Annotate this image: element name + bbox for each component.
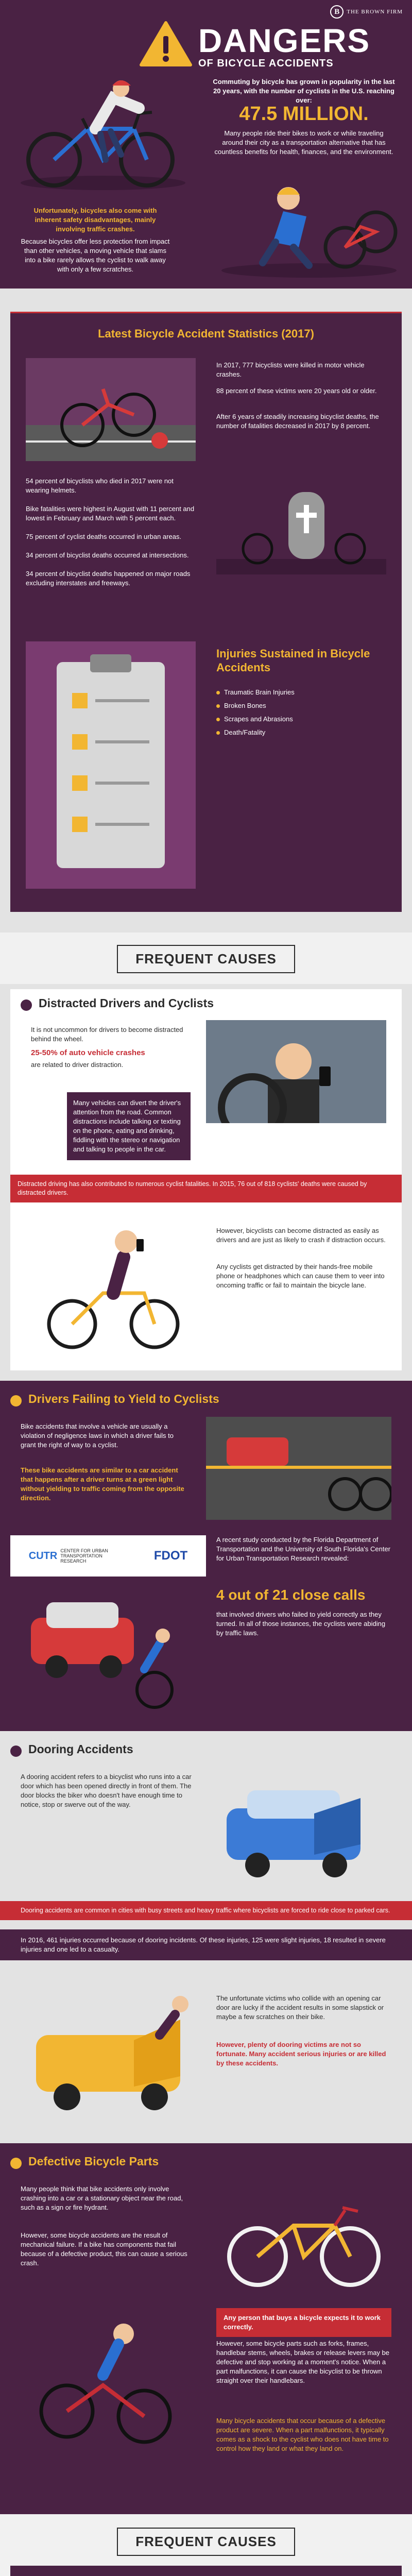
cyclist-illustration [10, 77, 196, 196]
distracted-title: Distracted Drivers and Cyclists [39, 996, 214, 1010]
distracted-p1: It is not uncommon for drivers to become distracted behind the wheel. [31, 1026, 183, 1043]
hero-subtitle: OF BICYCLE ACCIDENTS [198, 58, 334, 69]
stats-title: Latest Bicycle Accident Statistics (2017) [98, 327, 314, 340]
yield-p4: that involved drivers who failed to yield correctly as they turned. In all of those instances, the cyclists were abiding by traffic laws. [216, 1611, 386, 1637]
yield-p3: A recent study conducted by the Florida Department of Transportation and the University of South Florida's Center for Urban Transportation Research revealed: [216, 1536, 390, 1562]
stats-left-list [26, 477, 196, 588]
parts-section [0, 2143, 412, 2514]
injury-item: Scrapes and Abrasions [216, 715, 386, 724]
hero-big-number: 47.5 MILLION. [239, 103, 369, 125]
yield-section [0, 1381, 412, 1731]
hero-paragraph: Many people ride their bikes to work or while traveling around their city as a transportation alternative that has countless benefits for health, finances, and the environment. [214, 129, 393, 156]
injuries-list [216, 688, 386, 737]
parts-p1: Many people think that bike accidents only involve crashing into a car or a stationary object near the road, such as a sign or fire hydrant. [21, 2185, 183, 2211]
safety-section [0, 2514, 412, 2576]
dooring-redbar: Dooring accidents are common in cities with busy streets and heavy traffic where bicyclists are forced to ride close to parked cars. [0, 1901, 412, 1920]
intersection-photo [206, 1417, 391, 1520]
stat-2017-deaths: In 2017, 777 bicyclists were killed in motor vehicle crashes. [216, 361, 365, 378]
car-door-illustration [211, 1767, 397, 1886]
crash-illustration [216, 170, 402, 281]
frequent-causes-banner [0, 933, 412, 984]
memorial-illustration [216, 482, 386, 574]
distracted-redbar: Distracted driving has also contributed to numerous cyclist fatalities. In 2015, 76 out of 818 cyclists' deaths were caused by distracted drivers. [10, 1175, 402, 1202]
injuries-title: Injuries Sustained in Bicycle Accidents [216, 647, 370, 674]
stat-intersections: 34 percent of bicyclist deaths occurred at intersections. [26, 551, 189, 559]
stats-panel [10, 312, 402, 912]
stat-major-roads: 34 percent of bicyclist deaths happened on major roads excluding interstates and freeways. [26, 570, 191, 587]
injury-item: Death/Fatality [216, 728, 386, 737]
fallen-cyclist-illustration [21, 2298, 191, 2452]
warning-triangle-icon [139, 20, 193, 69]
bullet-icon [216, 731, 220, 735]
dooring-p2: The unfortunate victims who collide with an opening car door are lucky if the accident results in some slapstick or maybe a few scratches on their bike. [216, 1994, 384, 2021]
distracted-panel [10, 989, 402, 1370]
injury-item: Traumatic Brain Injuries [216, 688, 386, 697]
brand-name: THE BROWN FIRM [347, 9, 403, 15]
distracted-driver-photo [206, 1020, 386, 1123]
fdot-logo: FDOT [153, 1549, 188, 1563]
frequent-causes-label: FREQUENT CAUSES [117, 945, 295, 973]
parts-p2: However, some bicycle accidents are the result of mechanical failure. If a bike has components that fail because of a defective product, this can cause a serious crash. [21, 2231, 187, 2267]
dooring-stat: In 2016, 461 injuries occurred because of dooring incidents. Of these injuries, 125 were slight injuries, 18 resulted in severe injuries and one led to a casualty. [0, 1929, 412, 1960]
bullet-icon [216, 691, 220, 694]
distracted-stat: 25-50% of auto vehicle crashes [31, 1048, 145, 1057]
brand-logo[interactable] [330, 5, 403, 19]
car-turn-illustration [21, 1587, 196, 1716]
distracted-p4: Any cyclists get distracted by their hands-free mobile phone or headphones which can cause them to veer into oncoming traffic or fail to maintain the bicycle lane. [216, 1263, 385, 1289]
stat-decrease: After 6 years of steadily increasing bicyclist deaths, the number of fatalities decreased in 2017 by 8 percent. [216, 413, 379, 430]
parts-p4: Many bicycle accidents that occur because of a defective product are severe. When a part malfunctions, it typically comes as a shock to the cyclist who does not have time to control how they land or what they land on. [216, 2417, 389, 2452]
broken-bike-illustration [216, 2179, 391, 2293]
parts-callout: Any person that buys a bicycle expects it to work correctly. [216, 2308, 391, 2337]
parts-p3: However, some bicycle parts such as forks, frames, handlebar stems, wheels, brakes or release levers may be defective and stop working at a moment's notice. When a part malfunctions, it can cause the bicyclist to be thrown straight over their handlebars. [216, 2340, 389, 2384]
yield-p1: Bike accidents that involve a vehicle are usually a violation of negligence laws in which a driver fails to grant the right of way to a cyclist. [21, 1422, 174, 1449]
dooring-title: Dooring Accidents [28, 1742, 133, 1756]
hero-warning-text: Unfortunately, bicycles also come with inherent safety disadvantages, mainly involving traffic crashes. [33, 207, 157, 233]
frequent-causes-2-banner [0, 2514, 412, 2556]
hero-impact-text: Because bicycles offer less protection from impact than other vehicles, a moving vehicle that slams into a bike rarely allows the cyclist to walk away with only a few scratches. [21, 238, 170, 273]
dooring-p1: A dooring accident refers to a bicyclist who runs into a car door which has been opened directly in front of them. The door blocks the biker who doesn't have enough time to notice, stop or swerve out of the way. [21, 1773, 192, 1808]
stat-urban: 75 percent of cyclist deaths occurred in urban areas. [26, 533, 182, 540]
hero-intro: Commuting by bicycle has grown in popularity in the last 20 years, with the number of cyclists in the U.S. reaching over: [213, 78, 395, 104]
section-marker-icon [10, 1395, 22, 1406]
bike-crash-photo [26, 358, 196, 461]
stats-section [0, 289, 412, 933]
frequent-causes-2-label: FREQUENT CAUSES [117, 2528, 295, 2556]
yield-title: Drivers Failing to Yield to Cyclists [28, 1392, 219, 1405]
safety-panel [10, 2566, 402, 2576]
phone-cyclist-illustration [26, 1211, 196, 1355]
hero-title: DANGERS [198, 22, 371, 59]
hero-section [0, 0, 412, 289]
dooring-crash-illustration [15, 1973, 201, 2128]
research-logos [10, 1535, 206, 1577]
yield-p2: These bike accidents are similar to a car accident that happens after a driver turns at a green light without yielding to traffic coming from the opposite direction. [21, 1466, 184, 1502]
cutr-logo: CUTR CENTER FOR URBAN TRANSPORTATION RESEARCH [28, 1548, 108, 1564]
brand-logo-mark: B [330, 5, 344, 19]
dooring-section [0, 1731, 412, 2143]
distracted-p3: However, bicyclists can become distracted as easily as drivers and are just as likely to crash if distraction occurs. [216, 1227, 386, 1244]
bullet-icon [216, 718, 220, 721]
parts-title: Defective Bicycle Parts [28, 2155, 159, 2168]
injury-item: Broken Bones [216, 701, 386, 710]
section-marker-icon [10, 1745, 22, 1757]
section-marker-icon [10, 2158, 22, 2169]
yield-big-stat: 4 out of 21 close calls [216, 1587, 366, 1603]
stat-helmet: 54 percent of bicyclists who died in 2017 were not wearing helmets. [26, 477, 174, 494]
distracted-stat-tail: are related to driver distraction. [31, 1061, 124, 1069]
section-marker-icon [21, 999, 32, 1011]
stat-month: Bike fatalities were highest in August with 11 percent and lowest in February and March with 5 percent each. [26, 505, 195, 522]
dooring-p3: However, plenty of dooring victims are not so fortunate. Many accident serious injuries or are killed by these accidents. [216, 2041, 386, 2067]
distracted-p2: Many vehicles can divert the driver's attention from the road. Common distractions include talking or texting on the phone, eating and drinking, fiddling with the stereo or navigation and talking to people in the car. [67, 1092, 191, 1160]
clipboard-illustration [26, 641, 196, 889]
bullet-icon [216, 704, 220, 708]
distracted-section [0, 984, 412, 1381]
stat-age: 88 percent of these victims were 20 years old or older. [216, 387, 377, 395]
